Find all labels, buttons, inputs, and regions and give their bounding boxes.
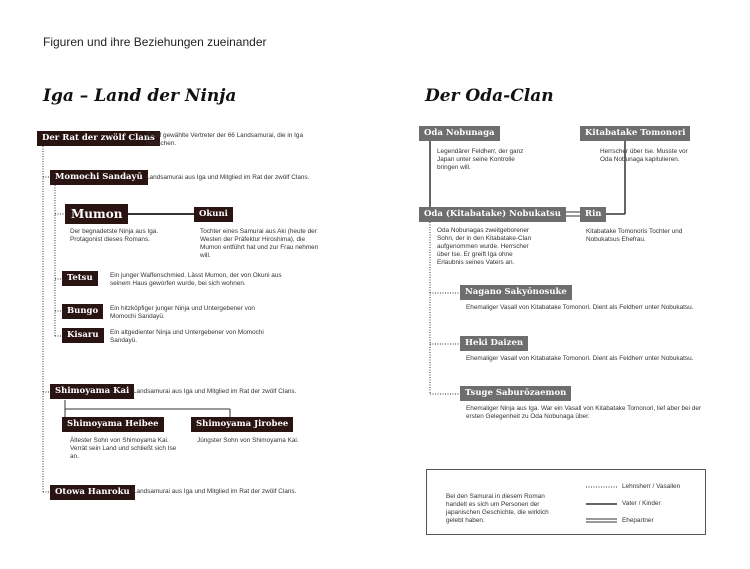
desc-tomonori: Herrscher über Ise. Musste vor Oda Nobunaga kapitulieren.	[600, 148, 688, 163]
legend-note: Bei den Samurai in diesem Roman handelt es sich um Personen der japanischen Geschichte, die wirklich gelebt haben.	[446, 493, 549, 524]
node-nagano: Nagano Sakyōnosuke	[460, 285, 572, 300]
desc-nagano: Ehemaliger Vasall von Kitabatake Tomonori. Dient als Feldherr unter Nobukatsu.	[466, 304, 694, 311]
desc-nobukatsu: Oda Nobunagas zweitgeborener Sohn, der in den Kitabatake-Clan aufgenommen wurde. Herrscher über Ise. Er greift Iga ohne Erlaubnis seines Vaters an.	[437, 227, 532, 266]
node-otowa: Otowa Hanroku	[50, 485, 135, 500]
node-mumon: Mumon	[65, 204, 128, 224]
node-rin: Rin	[580, 207, 606, 222]
node-heki: Heki Daizen	[460, 336, 528, 351]
desc-nobunaga: Legendärer Feldherr, der ganz Japan unter seine Kontrolle bringen will.	[437, 148, 524, 171]
node-shimoyama-kai: Shimoyama Kai	[50, 384, 134, 399]
desc-council: Zwölf gewählte Vertreter der 66 Landsamurai, die in Iga herrschen.	[146, 132, 304, 147]
node-tetsu: Tetsu	[62, 271, 98, 286]
node-kisaru: Kisaru	[62, 328, 104, 343]
desc-mumon: Der begnadetste Ninja aus Iga. Protagonist dieses Romans.	[70, 228, 159, 243]
desc-shimoyama-kai: Landsamurai aus Iga und Mitglied im Rat der zwölf Clans.	[133, 388, 297, 395]
legend-item-parent: Vater / Kinder	[622, 500, 661, 507]
node-jirobee: Shimoyama Jirobee	[191, 417, 293, 432]
desc-tsuge: Ehemaliger Ninja aus Iga. War ein Vasall von Kitabatake Tomonori, lief aber bei der ersten Gelegenheit zu Oda Nobunaga über.	[466, 405, 702, 420]
node-nobunaga: Oda Nobunaga	[419, 126, 500, 141]
desc-momochi: Landsamurai aus Iga und Mitglied im Rat der zwölf Clans.	[146, 174, 310, 181]
desc-heibee: Ältester Sohn von Shimoyama Kai. Verrät sein Land und schließt sich Ise an.	[70, 437, 177, 460]
desc-otowa: Landsamurai aus Iga und Mitglied im Rat der zwölf Clans.	[133, 488, 297, 495]
page-title: Figuren und ihre Beziehungen zueinander	[43, 35, 267, 49]
node-heibee: Shimoyama Heibee	[62, 417, 164, 432]
node-tomonori: Kitabatake Tomonori	[580, 126, 690, 141]
desc-bungo: Ein hitzköpfiger junger Ninja und Untergebener von Momochi Sandayū.	[110, 305, 255, 320]
node-council: Der Rat der zwölf Clans	[37, 131, 160, 146]
desc-jirobee: Jüngster Sohn von Shimoyama Kai.	[197, 437, 299, 444]
node-nobukatsu: Oda (Kitabatake) Nobukatsu	[419, 207, 566, 222]
node-okuni: Okuni	[194, 207, 233, 222]
section-title-iga: Iga – Land der Ninja	[43, 86, 237, 106]
desc-tetsu: Ein junger Waffenschmied. Lässt Mumon, der von Okuni aus seinem Haus geworfen wurde, bei sich wohnen.	[110, 272, 282, 287]
desc-heki: Ehemaliger Vasall von Kitabatake Tomonori. Dient als Feldherr unter Nobukatsu.	[466, 355, 694, 362]
desc-okuni: Tochter eines Samurai aus Aki (heute der Westen der Präfektur Hiroshima), die Mumon entführt hat und zur Frau nehmen will.	[200, 228, 319, 259]
node-momochi: Momochi Sandayū	[50, 170, 148, 185]
legend-item-spouse: Ehepartner	[622, 517, 654, 524]
desc-kisaru: Ein altgedienter Ninja und Untergebener von Momochi Sandayū.	[110, 329, 264, 344]
desc-rin: Kitabatake Tomonoris Tochter und Nobukatsus Ehefrau.	[586, 228, 683, 243]
node-tsuge: Tsuge Saburōzaemon	[460, 386, 571, 401]
legend-item-vassal: Lehnsherr / Vasallen	[622, 483, 681, 490]
node-bungo: Bungo	[62, 304, 103, 319]
section-title-oda: Der Oda-Clan	[425, 86, 554, 106]
